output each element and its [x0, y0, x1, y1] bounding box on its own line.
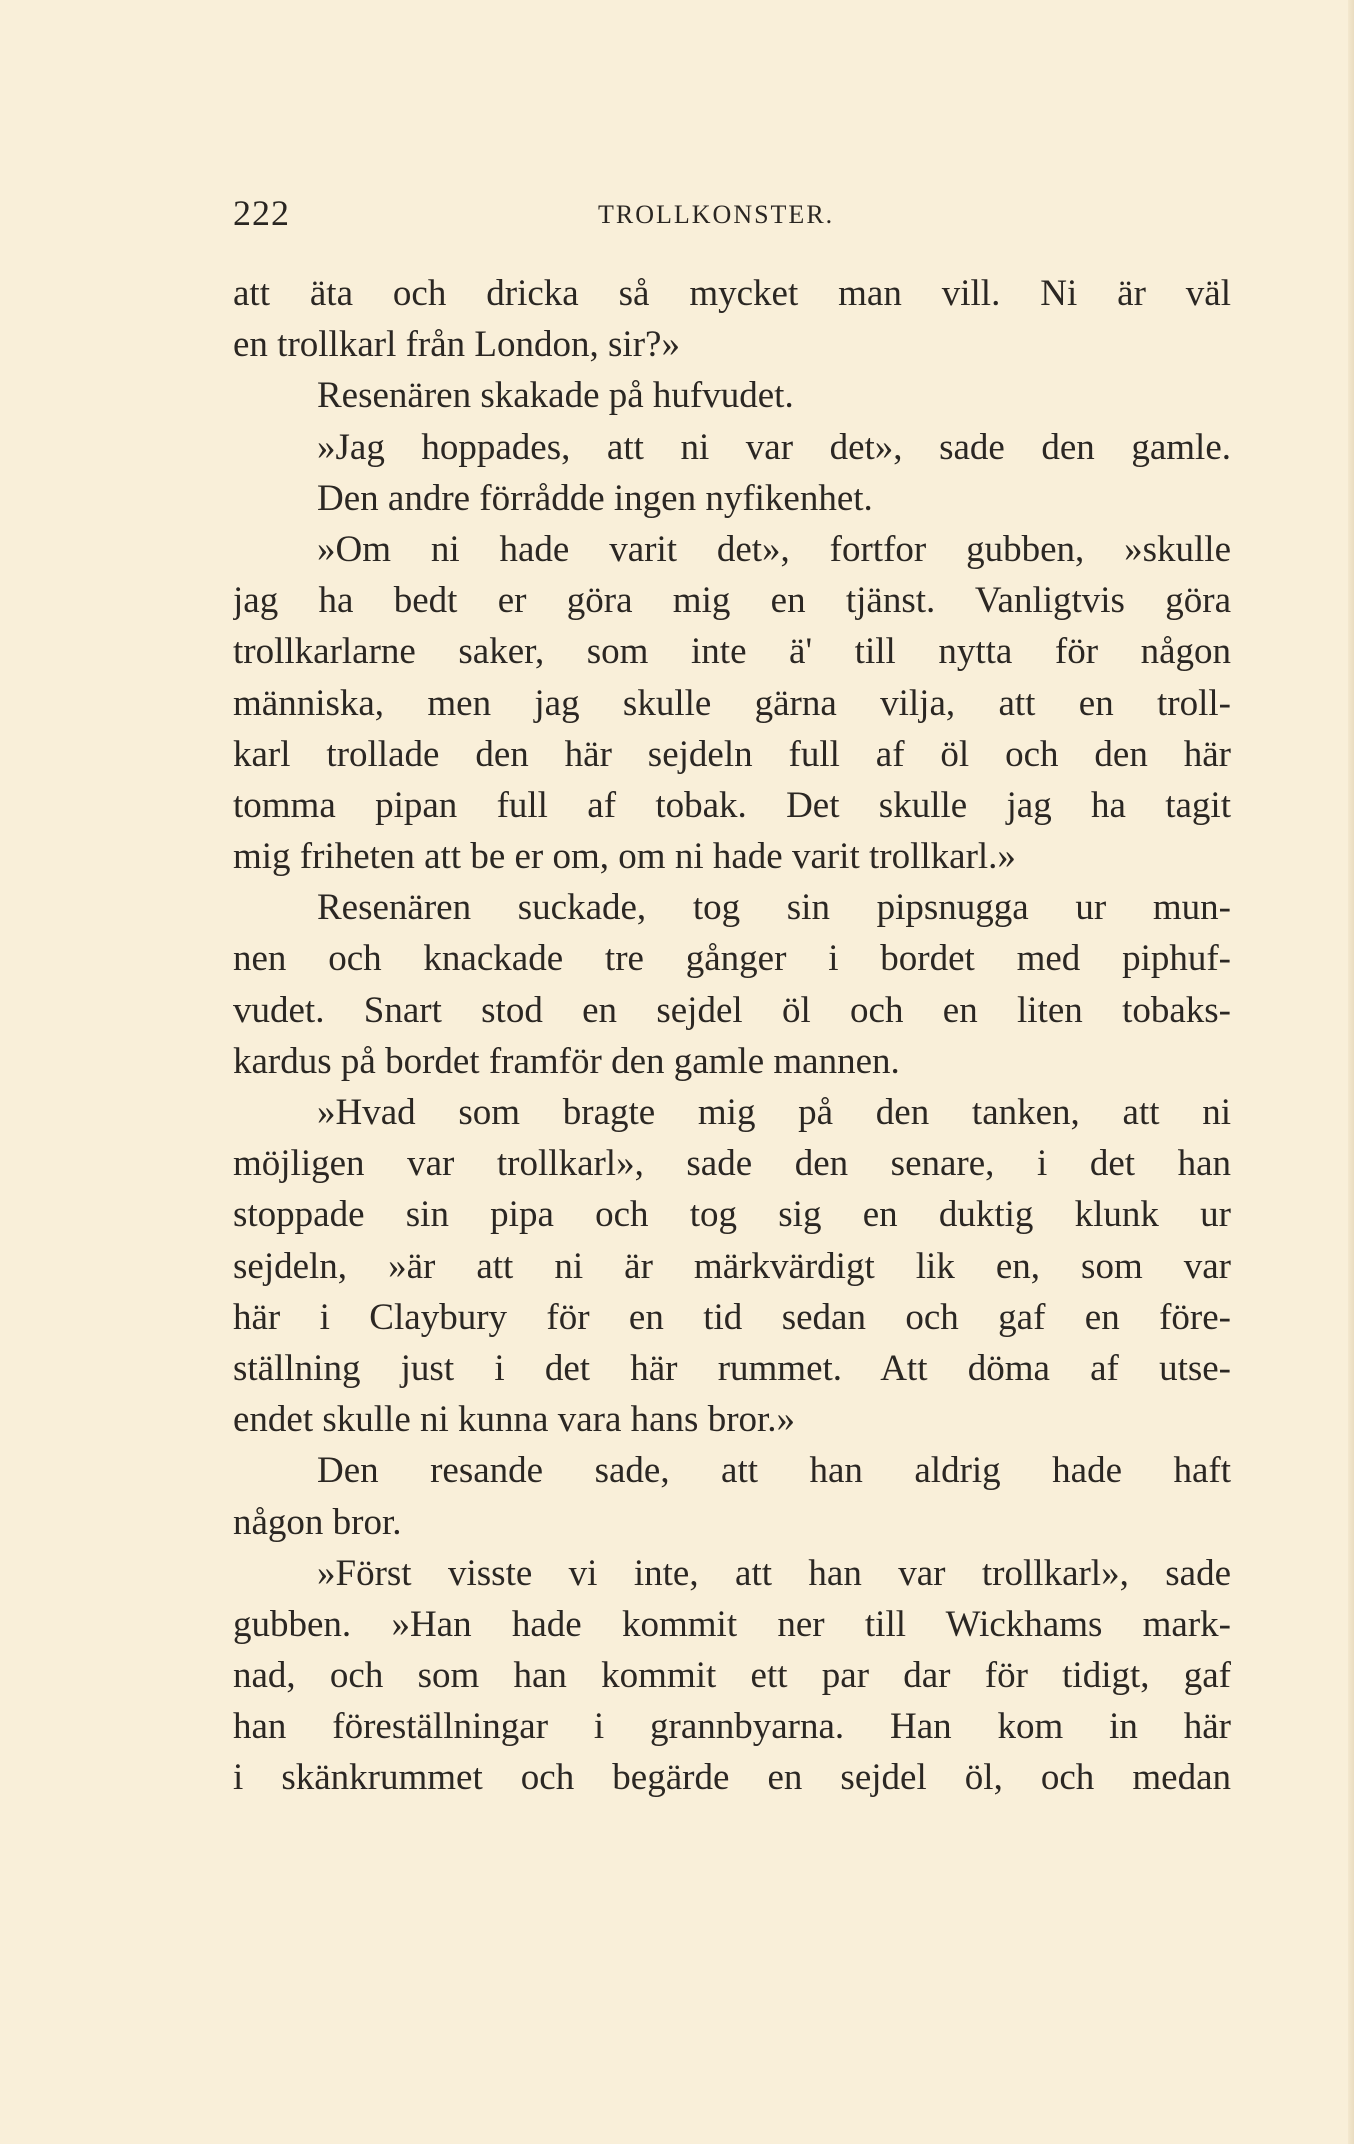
text-line: kardus på bordet framför den gamle mannen. — [233, 1040, 900, 1082]
text-line: trollkarlarne saker, som inte ä' till nytta för någon — [233, 631, 1231, 673]
text-line: Resenären suckade, tog sin pipsnugga ur mun- — [317, 887, 1231, 929]
text-line: vudet. Snart stod en sejdel öl och en liten tobaks- — [233, 989, 1231, 1031]
page-edge — [1348, 0, 1354, 2144]
text-line: nen och knackade tre gånger i bordet med piphuf- — [233, 938, 1231, 980]
text-line: mig friheten att be er om, om ni hade varit trollkarl.» — [233, 836, 1016, 878]
text-line: gubben. »Han hade kommit ner till Wickhams mark- — [233, 1603, 1231, 1645]
text-line: nad, och som han kommit ett par dar för tidigt, gaf — [233, 1655, 1231, 1697]
text-line: han föreställningar i grannbyarna. Han kom in här — [233, 1706, 1231, 1748]
text-line: i skänkrummet och begärde en sejdel öl, och medan — [233, 1757, 1231, 1799]
page-number: 222 — [233, 193, 290, 233]
text-line: människa, men jag skulle gärna vilja, att en troll- — [233, 682, 1231, 724]
body-text — [233, 268, 1231, 1804]
text-line: Den resande sade, att han aldrig hade haft — [317, 1450, 1231, 1492]
text-line: »Först visste vi inte, att han var trollkarl», sade — [317, 1552, 1231, 1594]
page-header — [233, 192, 1231, 242]
text-line: karl trollade den här sejdeln full af öl och den här — [233, 733, 1231, 775]
text-line: möjligen var trollkarl», sade den senare, i det han — [233, 1143, 1231, 1185]
running-title: TROLLKONSTER. — [598, 200, 835, 229]
text-line: Den andre förrådde ingen nyfikenhet. — [317, 477, 873, 519]
text-line: »Om ni hade varit det», fortfor gubben, »skulle — [317, 528, 1231, 570]
text-line: jag ha bedt er göra mig en tjänst. Vanligtvis göra — [233, 580, 1231, 622]
text-line: endet skulle ni kunna vara hans bror.» — [233, 1399, 796, 1441]
text-line: en trollkarl från London, sir?» — [233, 324, 680, 366]
text-line: Resenären skakade på hufvudet. — [317, 375, 794, 417]
text-line: här i Claybury för en tid sedan och gaf en före- — [233, 1296, 1231, 1338]
text-line: stoppade sin pipa och tog sig en duktig klunk ur — [233, 1194, 1231, 1236]
text-line: tomma pipan full af tobak. Det skulle jag ha tagit — [233, 784, 1231, 826]
text-line: någon bror. — [233, 1501, 402, 1543]
text-line: sejdeln, »är att ni är märkvärdigt lik en, som var — [233, 1245, 1231, 1287]
text-line: ställning just i det här rummet. Att döma af utse- — [233, 1347, 1231, 1389]
text-line: »Jag hoppades, att ni var det», sade den gamle. — [317, 426, 1231, 468]
text-line: att äta och dricka så mycket man vill. Ni är väl — [233, 273, 1231, 314]
text-line: »Hvad som bragte mig på den tanken, att ni — [317, 1092, 1231, 1133]
